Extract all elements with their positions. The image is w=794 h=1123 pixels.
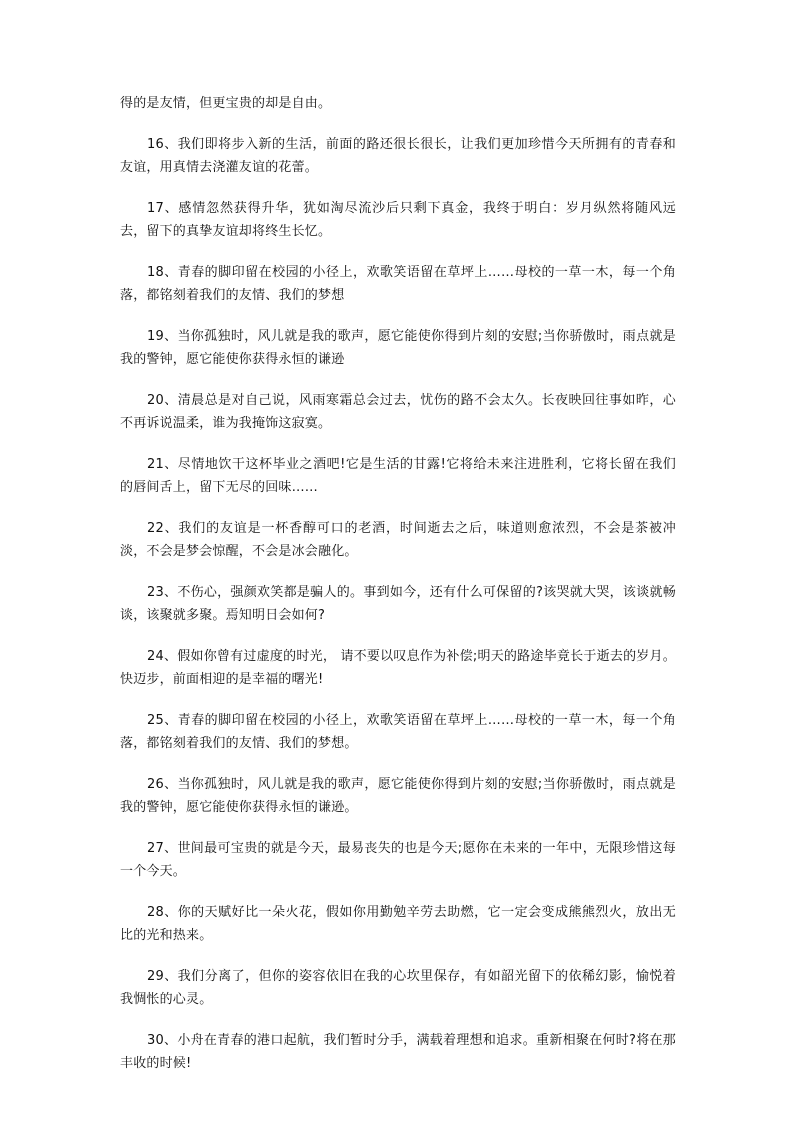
paragraph-29: 29、我们分离了，但你的姿容依旧在我的心坎里保存，有如韶光留下的依稀幻影，愉悦着我惆怅的心灵。	[120, 969, 676, 1007]
paragraph-20: 20、清晨总是对自己说，风雨寒霜总会过去，忧伤的路不会太久。长夜映回往事如昨，心不再诉说温柔，谁为我掩饰这寂寞。	[120, 393, 676, 431]
paragraph-27: 27、世间最可宝贵的就是今天，最易丧失的也是今天;愿你在未来的一年中，无限珍惜这每一个今天。	[120, 841, 676, 879]
paragraph-17: 17、感情忽然获得升华，犹如淘尽流沙后只剩下真金，我终于明白：岁月纵然将随风远去，留下的真挚友谊却将终生长忆。	[120, 201, 676, 239]
first-paragraph: 得的是友情，但更宝贵的却是自由。	[120, 96, 332, 111]
paragraph-16: 16、我们即将步入新的生活，前面的路还很长很长，让我们更加珍惜今天所拥有的青春和友谊，用真情去浇灌友谊的花蕾。	[120, 137, 676, 175]
paragraph-18: 18、青春的脚印留在校园的小径上，欢歌笑语留在草坪上……母校的一草一木，每一个角落，都铭刻着我们的友情、我们的梦想	[120, 265, 676, 303]
document-page	[120, 92, 676, 1093]
paragraph-28: 28、你的天赋好比一朵火花，假如你用勤勉辛劳去助燃，它一定会变成熊熊烈火，放出无比的光和热来。	[120, 905, 676, 943]
paragraph-26: 26、当你孤独时，风儿就是我的歌声，愿它能使你得到片刻的安慰;当你骄傲时，雨点就是我的警钟，愿它能使你获得永恒的谦逊。	[120, 777, 676, 815]
paragraph-30: 30、小舟在青春的港口起航，我们暂时分手，满载着理想和追求。重新相聚在何时?将在那丰收的时候!	[120, 1033, 676, 1071]
paragraph-21: 21、尽情地饮干这杯毕业之酒吧!它是生活的甘露!它将给未来注进胜利，它将长留在我们的唇间舌上，留下无尽的回味……	[120, 457, 676, 495]
paragraph-25: 25、青春的脚印留在校园的小径上，欢歌笑语留在草坪上……母校的一草一木，每一个角落，都铭刻着我们的友情、我们的梦想。	[120, 713, 676, 751]
paragraph-19: 19、当你孤独时，风儿就是我的歌声，愿它能使你得到片刻的安慰;当你骄傲时，雨点就是我的警钟，愿它能使你获得永恒的谦逊	[120, 329, 676, 367]
paragraph-24: 24、假如你曾有过虚度的时光， 请不要以叹息作为补偿;明天的路途毕竟长于逝去的岁月。快迈步，前面相迎的是幸福的曙光!	[120, 649, 676, 687]
paragraph-23: 23、不伤心，强颜欢笑都是骗人的。事到如今，还有什么可保留的?该哭就大哭，该谈就畅谈，该聚就多聚。焉知明日会如何?	[120, 585, 676, 623]
paragraph-22: 22、我们的友谊是一杯香醇可口的老酒，时间逝去之后，味道则愈浓烈，不会是茶被冲淡，不会是梦会惊醒，不会是冰会融化。	[120, 521, 676, 559]
